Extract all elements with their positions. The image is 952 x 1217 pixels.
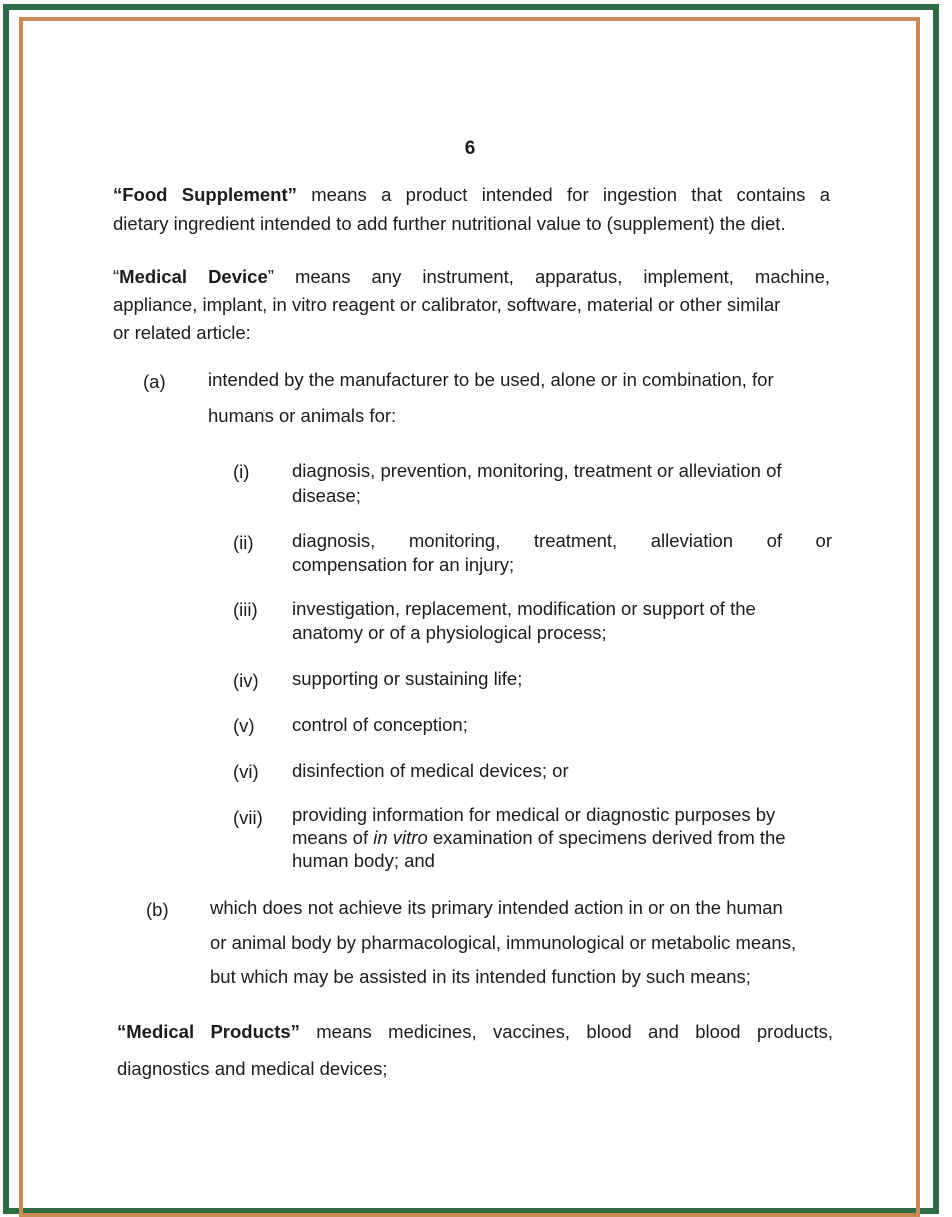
item-vi-label: (vi) [233,761,259,782]
clause-b-line-3: but which may be assisted in its intended function by such means; [210,966,751,987]
item-iv-label: (iv) [233,670,259,691]
item-vii-label: (vii) [233,807,263,828]
food-supplement-line-2: dietary ingredient intended to add further nutritional value to (supplement) the diet. [113,213,786,234]
medical-device-term: Medical Device [119,266,268,287]
item-iv-line-1: supporting or sustaining life; [292,668,523,689]
medical-device-line-3: or related article: [113,322,251,343]
item-v-label: (v) [233,715,255,736]
item-iii-label: (iii) [233,599,258,620]
in-vitro-italic: in vitro [373,827,428,848]
item-i-label: (i) [233,461,250,482]
item-vii-line-2: means of in vitro examination of specimens derived from the [292,827,786,848]
clause-b-line-2: or animal body by pharmacological, immunological or metabolic means, [210,932,797,953]
item-vii-line-1: providing information for medical or diagnostic purposes by [292,804,776,825]
food-supplement-line-1: “Food Supplement” means a product intended for ingestion that contains a [113,184,830,205]
clause-b-label: (b) [146,899,169,920]
page-number: 6 [464,138,476,159]
item-v-line-1: control of conception; [292,714,468,735]
item-ii-label: (ii) [233,532,254,553]
item-ii-line-2: compensation for an injury; [292,554,515,575]
medical-products-term: “Medical Products” [117,1021,300,1042]
item-ii-line-1: diagnosis, monitoring, treatment, alleviation of or [292,530,832,551]
item-vi-line-1: disinfection of medical devices; or [292,760,569,781]
item-i-line-1: diagnosis, prevention, monitoring, treatment or alleviation of [292,460,782,481]
item-vii-line-3: human body; and [292,850,435,871]
clause-a-line-1: intended by the manufacturer to be used, alone or in combination, for [208,369,774,390]
food-supplement-term: “Food Supplement” [113,184,297,205]
clause-b-line-1: which does not achieve its primary intended action in or on the human [210,897,783,918]
medical-device-line-2: appliance, implant, in vitro reagent or calibrator, software, material or other similar [113,294,781,315]
medical-products-line-1: “Medical Products” means medicines, vaccines, blood and blood products, [117,1021,833,1042]
medical-device-line-1: “Medical Device” means any instrument, apparatus, implement, machine, [113,266,830,287]
item-iii-line-2: anatomy or of a physiological process; [292,622,607,643]
item-i-line-2: disease; [292,485,361,506]
clause-a-label: (a) [143,371,166,392]
medical-products-line-2: diagnostics and medical devices; [117,1058,388,1079]
clause-a-line-2: humans or animals for: [208,405,397,426]
item-iii-line-1: investigation, replacement, modification or support of the [292,598,756,619]
